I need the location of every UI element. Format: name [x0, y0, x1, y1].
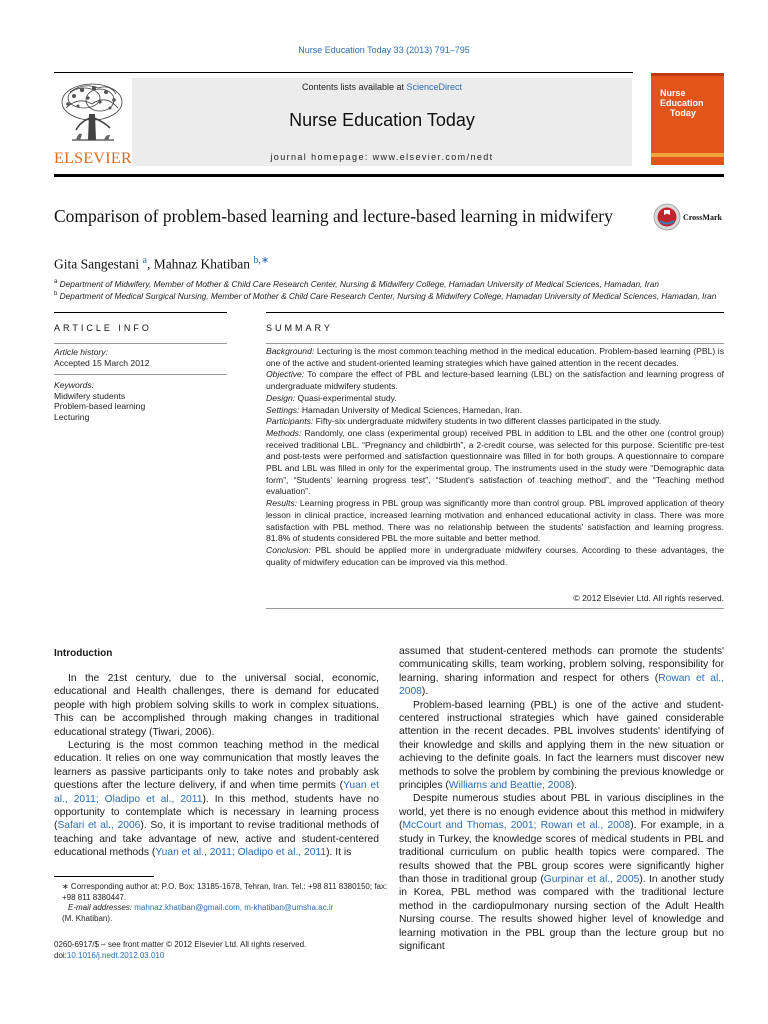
- history-value: Accepted 15 March 2012: [54, 357, 150, 368]
- doi-prefix: doi:: [54, 951, 67, 960]
- summary-bottom-rule: [266, 608, 724, 609]
- summary-section-text: To compare the effect of PBL and lecture-based learning (LBL) on the satisfaction and learning progress of undergraduate midwifery students.: [266, 369, 724, 392]
- summary-section-label: Participants:: [266, 416, 314, 427]
- summary-section-label: Results:: [266, 498, 298, 509]
- publisher-name: ELSEVIER: [54, 150, 132, 167]
- author-name: Gita Sangestani: [54, 256, 140, 272]
- summary-section-label: Methods:: [266, 427, 302, 438]
- body-text: Lecturing is the most common teaching method in the medical education. It relies on one way communication that mostly leaves the learners as passive participants only to take notes and probably ask questions after the lecture delivery, if and when time permits (: [54, 740, 379, 792]
- summary-divider: [266, 343, 724, 344]
- body-text: ). For example, in a study in Turkey, the knowledge scores of medical students in PBL and traditional curriculum on public health topics were compared. The results showed that the PBL group scores were significantly higher than those in traditional group (: [399, 820, 725, 885]
- issn-line: [54, 939, 394, 961]
- citation-link[interactable]: Williams and Beattie, 2008: [448, 780, 571, 792]
- author-affiliation-mark[interactable]: b,∗: [253, 255, 270, 266]
- citation-link[interactable]: McCourt and Thomas, 2001; Rowan et al., 2008: [402, 820, 631, 832]
- footnote-email-label: E-mail addresses:: [68, 903, 133, 912]
- doi-link[interactable]: 10.1016/j.nedt.2012.03.010: [66, 951, 165, 960]
- summary-section-text: Hamadan University of Medical Sciences, Hamedan, Iran.: [299, 404, 523, 415]
- summary-section: [266, 545, 724, 568]
- sciencedirect-link[interactable]: ScienceDirect: [406, 82, 463, 92]
- summary-section-text: Quasi-experimental study.: [295, 392, 397, 403]
- article-title: Comparison of problem-based learning and lecture-based learning in midwifery: [54, 206, 613, 226]
- body-text: assumed that student-centered methods can promote the students' communicating skills, team working, problem solving, responsibility for learning, sharing information and respect for others (: [399, 646, 724, 684]
- header-rule-top: [54, 72, 633, 73]
- footnote-name: (M. Khatiban).: [62, 913, 113, 923]
- keywords-label: Keywords:: [54, 380, 95, 390]
- journal-title: Nurse Education Today: [289, 110, 475, 130]
- keywords: [54, 380, 227, 422]
- citation-link[interactable]: Yuan et al., 2011; Oladipo et al., 2011: [54, 780, 379, 805]
- summary-rule: [266, 312, 724, 313]
- citation-link[interactable]: Gurpinar et al., 2005: [543, 873, 640, 885]
- summary-section: [266, 416, 724, 428]
- summary-body: [266, 346, 724, 568]
- citation-link[interactable]: Rowan et al., 2008: [399, 672, 724, 698]
- contents-line: [132, 82, 632, 92]
- body-paragraph: [399, 792, 724, 953]
- summary-section-label: Background:: [266, 346, 315, 356]
- summary-section: [266, 346, 724, 369]
- body-text: ). It is: [326, 847, 352, 859]
- author-affiliation-mark[interactable]: a: [142, 255, 147, 266]
- body-text: Problem-based learning (PBL) is one of the active and student-centered instructional strategies which have gained considerable attention in the recent decades. PBL involves students' identifying of their knowledge and skills and applying them in the new situation or achieving to the definite goals. In fact the learners must discover new methods to solve the problem by combining the previous knowledge or principles (: [399, 699, 724, 792]
- journal-citation[interactable]: Nurse Education Today 33 (2013) 791–795: [298, 45, 470, 55]
- summary-section-label: Conclusion:: [266, 544, 311, 555]
- citation-link[interactable]: Safari et al., 2006: [57, 820, 141, 832]
- body-paragraph: [54, 672, 379, 739]
- article-info-rule: [54, 312, 227, 313]
- summary-section: [266, 393, 724, 405]
- history-label: Article history:: [54, 347, 108, 357]
- keyword: Lecturing: [54, 411, 90, 422]
- article-info-heading: ARTICLE INFO: [54, 323, 152, 333]
- article-history: [54, 347, 227, 368]
- summary-section-text: Fifty-six undergraduate midwifery students in two different classes participated in the study.: [313, 416, 662, 427]
- body-paragraph: [399, 699, 724, 793]
- journal-homepage[interactable]: journal homepage: www.elsevier.com/nedt: [270, 152, 494, 162]
- summary-section: [266, 498, 724, 545]
- cover-stripe: [651, 153, 724, 157]
- summary-section: [266, 428, 724, 498]
- summary-heading: SUMMARY: [266, 323, 333, 333]
- body-text: ).: [421, 686, 429, 698]
- article-info-divider: [54, 374, 227, 375]
- elsevier-logo: [54, 78, 130, 170]
- keyword: Problem-based learning: [54, 401, 146, 412]
- body-text: ).: [570, 780, 578, 792]
- summary-section-text: Randomly, one class (experimental group) received PBL in addition to LBL and the other one (control group) received traditional LBL. “Pregnancy and childbirth”, a 2-credit course, was selected for this purpose. Scientific pre-test and post-tests were performed and satisfaction questionnaire was filled in for both groups. A questionnaire to compare PBL and LBL was filled in only for the experimental group. The instruments used in the study were “Demographic data form”, “Students' learning progress test”, “Student's satisfaction of teaching method”, and the “Teaching method evaluation”.: [266, 427, 724, 497]
- summary-section: [266, 405, 724, 417]
- body-paragraph: [54, 739, 379, 860]
- affiliation-a: $^a$ Department of Midwifery, Member of Mother & Child Care Research Center, Nursing & Midwifery College, Hamadan University of Medical Sciences, Hamadan, Iran: [54, 279, 659, 289]
- summary-section: [266, 369, 724, 392]
- body-text: In the 21st century, due to the universal social, economic, educational and Health challenges, there is demand for educated people with high problem solving skills to work in complex situations. This can be accomplished through making changes in traditional educational strategy (Tiwari, 2006).: [54, 673, 379, 738]
- citation-link[interactable]: Yuan et al., 2011; Oladipo et al., 2011: [155, 847, 327, 859]
- body-text: ). In this method, students have no opportunity to contemplate which is necessary in learning process (: [54, 793, 380, 832]
- body-text: ). So, it is important to revise traditional methods of teaching and take advantage of new, active and student-centered educational methods (: [54, 820, 379, 859]
- affiliation-b: $^b$ Department of Medical Surgical Nursing, Member of Mother & Child Care Research Center, Nursing & Midwifery College, Hamadan University of Medical Sciences, Hamadan, Iran: [54, 291, 717, 301]
- cover-title: Nurse Education Today: [660, 88, 704, 118]
- journal-cover: [651, 73, 724, 165]
- author-list: Gita Sangestani $^a$, Mahnaz Khatiban $^{b,∗}$: [54, 255, 270, 272]
- summary-section-label: Design:: [266, 392, 296, 403]
- footnote-rule: [54, 876, 154, 877]
- summary-section-label: Settings:: [266, 404, 300, 415]
- body-text: Despite numerous studies about PBL in various disciplines in the world, yet there is no enough evidence about this method in midwifery (: [399, 793, 724, 832]
- contents-prefix: Contents lists available at: [301, 82, 407, 92]
- crossmark-icon: [653, 203, 681, 231]
- summary-section-text: Lecturing is the most common teaching method in the medical education. Problem-based learning (PBL) is one of the active and student-oriented learning strategies which have gained attention in the recent decades.: [266, 346, 724, 368]
- header-rule-bottom: [54, 174, 724, 177]
- summary-section-label: Objective:: [266, 369, 305, 380]
- corresponding-author-footnote: [54, 882, 394, 924]
- keyword: Midwifery students: [54, 390, 126, 401]
- body-column-right: [399, 645, 724, 953]
- article-info-divider: [54, 343, 227, 344]
- crossmark-label: CrossMark: [683, 213, 722, 222]
- summary-section-text: PBL should be applied more in undergraduate midwifery courses. According to these advantages, the quality of midwifery education can be improved via this method.: [266, 544, 724, 567]
- footnote-email-links[interactable]: mahnaz.khatiban@gmail.com, m-khatiban@umsha.ac.ir: [134, 903, 334, 912]
- body-paragraph: [399, 645, 724, 699]
- body-column-left: [54, 672, 379, 860]
- summary-section-text: Learning progress in PBL group was significantly more than control group. PBL improved application of theory lesson in clinical practice, increased learning motivation and enhanced educational activity in class. There was more satisfaction with PBL method. There was no relationship between the students' satisfaction and learning progress. 81.8% of students considered PBL the more suitable and better method.: [266, 498, 724, 544]
- footnote-corresponding: ∗ Corresponding author at: P.O. Box: 13185-1678, Tehran, Iran. Tel.: +98 811 8380150; fax: +98 811 8380447.: [62, 882, 388, 902]
- section-heading-introduction: Introduction: [54, 648, 113, 659]
- copyright-line: © 2012 Elsevier Ltd. All rights reserved.: [573, 593, 724, 603]
- issn-text: 0260-6917/$ – see front matter © 2012 Elsevier Ltd. All rights reserved.: [54, 940, 307, 949]
- crossmark-badge[interactable]: [653, 203, 723, 233]
- body-text: ). In another study in Korea, PBL method was compared with the traditional lecture method in the cardiopulmonary nursing section of the Adult Health Nursing course. The results showed higher level of knowledge and learning motivation in the PBL group than the lecture group but no significant: [399, 873, 725, 952]
- author-name: Mahnaz Khatiban: [153, 256, 251, 272]
